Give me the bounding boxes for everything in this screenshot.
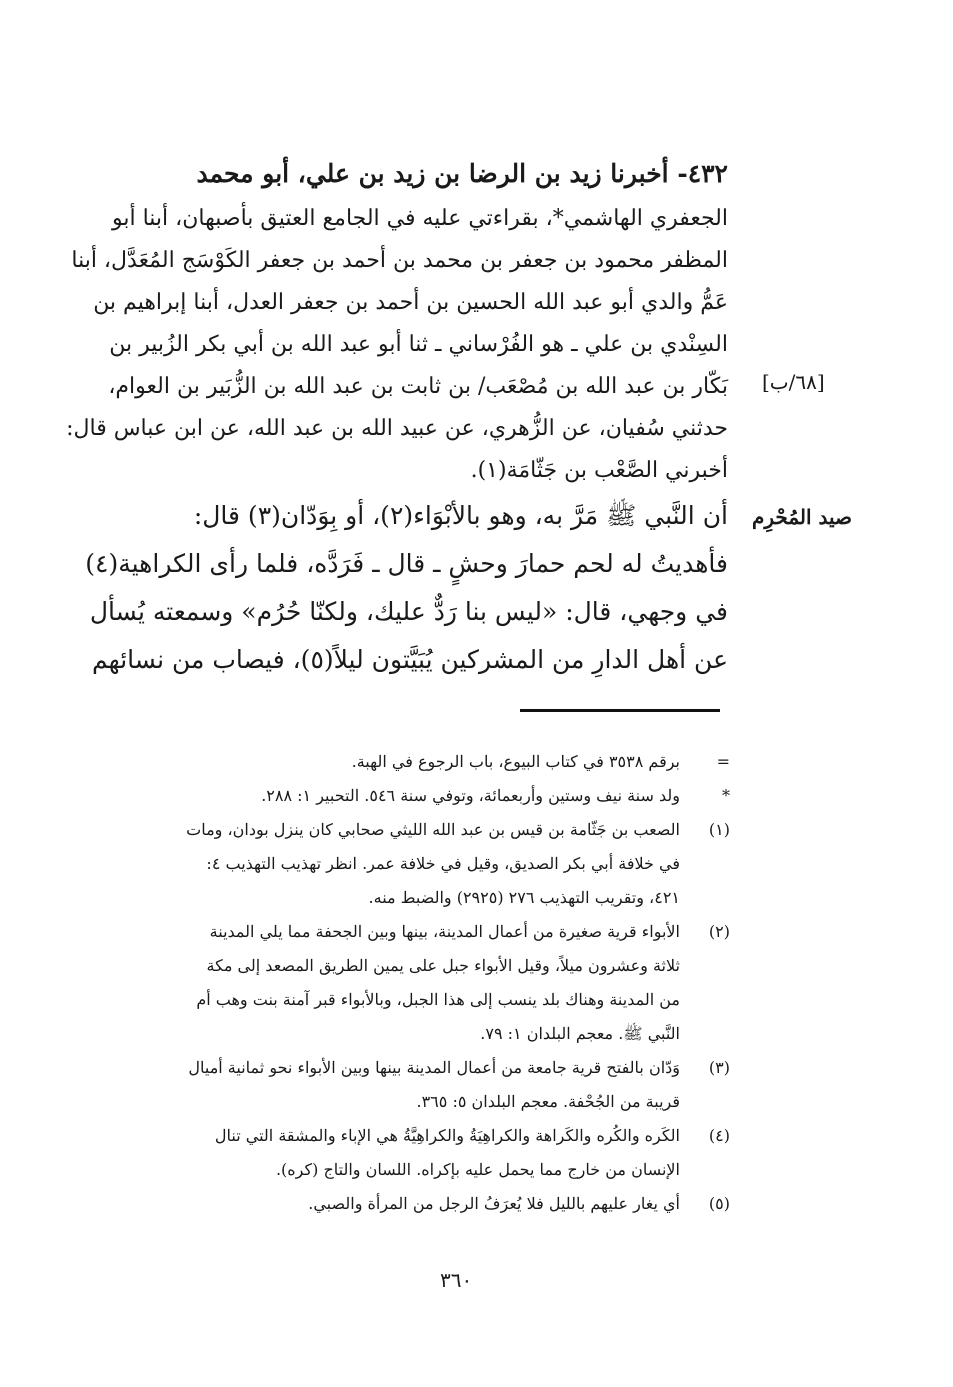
footnote-line: الأبواء قرية صغيرة من أعمال المدينة، بينها وبين الجحفة مما يلي المدينة (209, 922, 680, 941)
footnote-line: في خلافة أبي بكر الصديق، وقيل في خلافة عمر. انظر تهذيب التهذيب ٤: (206, 854, 680, 873)
page-number: ٣٦٠ (440, 1268, 473, 1292)
footnotes (80, 745, 730, 1221)
entry-line: السِنْدي بن علي ـ هو الفُرْساني ـ ثنا أبو عبد الله بن أبي بكر الزُبير بن (109, 332, 728, 357)
entry-line: ٤٣٢- أخبرنا زيد بن الرضا بن زيد بن علي، أبو محمد (196, 159, 728, 188)
footnote-line: برقم ٣٥٣٨ في كتاب البيوع، باب الرجوع في الهبة. (351, 752, 680, 771)
hadith-line: فأهديتُ له لحم حمارَ وحشٍ ـ قال ـ فَرَدَّه، فلما رأى الكراهية(٤) (85, 549, 728, 578)
folio-marker: [٦٨/ب] (762, 370, 825, 394)
footnote-line: النَّبي ﷺ. معجم البلدان ١: ٧٩. (480, 1024, 680, 1043)
footnote-divider (520, 709, 720, 712)
footnote-marker: (٣) (708, 1058, 730, 1077)
footnote-marker: (٥) (708, 1194, 730, 1213)
footnote-marker: (٢) (708, 922, 730, 941)
footnote-marker: (٤) (708, 1126, 730, 1145)
footnote-line: قريبة من الجُحْفة. معجم البلدان ٥: ٣٦٥. (416, 1092, 680, 1111)
entry-line: الجعفري الهاشمي*، بقراءتي عليه في الجامع العتيق بأصبهان، أبنا أبو (112, 206, 728, 231)
footnote (80, 1119, 730, 1187)
footnote-line: الكَره والكُره والكَراهة والكراهِيَةُ والكراهِيَّةُ هي الإباء والمشقة التي تنال (214, 1126, 680, 1145)
footnote-marker: = (716, 752, 730, 771)
footnote (80, 813, 730, 915)
entry-line: عَمُّ والدي أبو عبد الله الحسين بن أحمد بن جعفر العدل، أبنا إبراهيم بن (93, 290, 728, 315)
entry-line: بَكّار بن عبد الله بن مُصْعَب/ بن ثابت بن عبد الله بن الزُّبَير بن العوام، (108, 374, 728, 399)
hadith-line: في وجهي، قال: «ليس بنا رَدٌّ عليك، ولكنّا حُرُم» وسمعته يُسأل (89, 597, 728, 626)
footnote-marker: * (722, 786, 730, 805)
entry-line: أخبرني الصَّعْب بن جَثّامَة(١). (470, 458, 728, 483)
footnote-line: ولد سنة نيف وستين وأربعمائة، وتوفي سنة ٥٤٦. التحبير ١: ٢٨٨. (261, 786, 680, 805)
entry-line: المظفر محمود بن جعفر بن محمد بن أحمد بن جعفر الكَوْسَج المُعَدَّل، أبنا (71, 248, 728, 273)
footnote (80, 915, 730, 1051)
footnote-line: وَدّان بالفتح قرية جامعة من أعمال المدينة بينها وبين الأبواء نحو ثمانية أميال (188, 1058, 680, 1077)
footnote-line: الصعب بن جَثّامة بن قيس بن عبد الله الليثي صحابي كان ينزل بودان، ومات (186, 820, 680, 839)
entry-line: حدثني سُفيان، عن الزُّهري، عن عبيد الله بن عبد الله، عن ابن عباس قال: (66, 416, 728, 441)
footnote-line: ثلاثة وعشرون ميلاً، وقيل الأبواء جبل على يمين الطريق المصعد إلى مكة (206, 956, 680, 975)
footnote-line: من المدينة وهناك بلد ينسب إلى هذا الجبل، وبالأبواء قبر آمنة بنت وهب أم (196, 990, 680, 1009)
footnote-line: ٤٢١، وتقريب التهذيب ٢٧٦ (٢٩٢٥) والضبط منه. (368, 888, 680, 907)
footnote-marker: (١) (708, 820, 730, 839)
footnote (80, 1187, 730, 1221)
footnote-line: أي يغار عليهم بالليل فلا يُعرَفُ الرجل من المرأة والصبي. (308, 1194, 680, 1213)
footnote (80, 745, 730, 779)
footnote-line: الإنسان من خارج مما يحمل عليه بإكراه. اللسان والتاج (كره). (275, 1160, 680, 1179)
footnote (80, 779, 730, 813)
hadith-line: أن النَّبي ﷺ مَرَّ به، وهو بالأبْوَاء(٢)، أو بِوَدّان(٣) قال: (193, 501, 728, 530)
footnote (80, 1051, 730, 1119)
main-text (66, 150, 728, 684)
hadith-line: عن أهل الدارِ من المشركين يُبَيَّتون ليلاً(٥)، فيصاب من نسائهم (92, 645, 728, 674)
section-heading: صيد المُحْرِم (752, 505, 853, 529)
